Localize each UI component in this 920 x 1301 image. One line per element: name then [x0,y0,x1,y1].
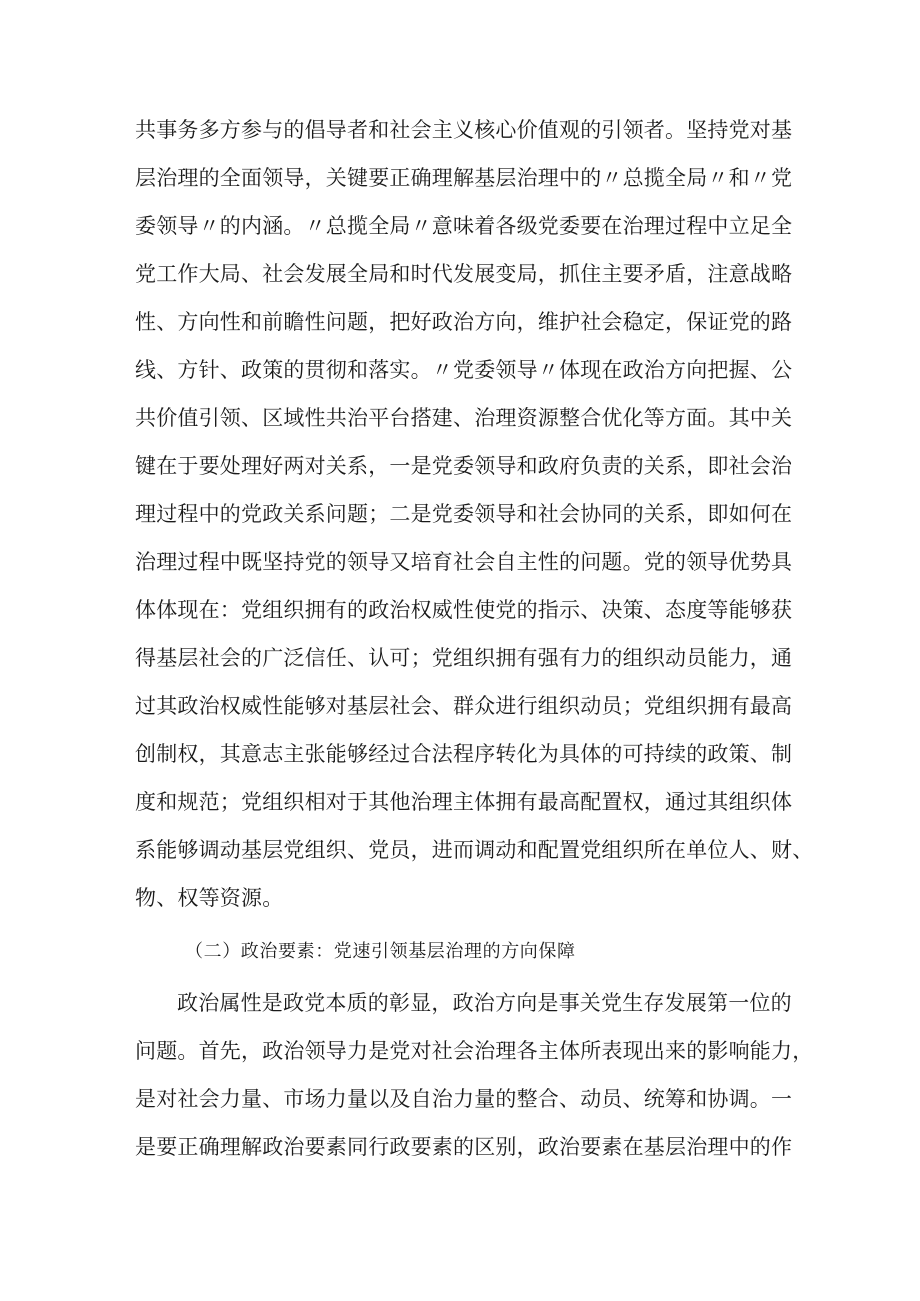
text-line: 委领导〃的内涵。〃总揽全局〃意味着各级党委要在治理过程中立足全 [135,214,793,238]
text-line: 度和规范；党组织相对于其他治理主体拥有最高配置权，通过其组织体 [135,790,793,814]
text-line: 共事务多方参与的倡导者和社会主义核心价值观的引领者。坚持党对基 [135,118,793,142]
text-line: 键在于要处理好两对关系，一是党委领导和政府负责的关系，即社会治 [135,454,793,478]
text-line: 政治属性是政党本质的彰显，政治方向是事关党生存发展第一位的 [177,991,792,1015]
text-line: 体体现在：党组织拥有的政治权威性使党的指示、决策、态度等能够获 [135,598,793,622]
text-line: 党工作大局、社会发展全局和时代发展变局，抓住主要矛盾，注意战略 [135,262,793,286]
text-line: 过其政治权威性能够对基层社会、群众进行组织动员；党组织拥有最高 [135,694,793,718]
text-line: 层治理的全面领导，关键要正确理解基层治理中的〃总揽全局〃和〃党 [135,166,793,190]
text-line: 问题。首先，政治领导力是党对社会治理各主体所表现出来的影响能力， [135,1039,814,1063]
text-line: 理过程中的党政关系问题；二是党委领导和社会协同的关系，即如何在 [135,502,793,526]
text-line: 是要正确理解政治要素同行政要素的区别，政治要素在基层治理中的作 [135,1135,793,1159]
text-line: 性、方向性和前瞻性问题，把好政治方向，维护社会稳定，保证党的路 [135,310,793,334]
text-line: 创制权，其意志主张能够经过合法程序转化为具体的可持续的政策、制 [135,742,793,766]
text-line: 得基层社会的广泛信任、认可；党组织拥有强有力的组织动员能力，通 [135,646,793,670]
text-line: 系能够调动基层党组织、党员，进而调动和配置党组织所在单位人、财、 [135,838,814,862]
section-heading: （二）政治要素：党速引领基层治理的方向保障 [185,941,576,962]
text-line: 共价值引领、区域性共治平台搭建、治理资源整合优化等方面。其中关 [135,406,793,430]
text-line: 线、方针、政策的贯彻和落实。〃党委领导〃体现在政治方向把握、公 [135,358,793,382]
text-line: 治理过程中既坚持党的领导又培育社会自主性的问题。党的领导优势具 [135,550,793,574]
text-line: 是对社会力量、市场力量以及自治力量的整合、动员、统筹和协调。一 [135,1087,793,1111]
text-line: 物、权等资源。 [135,886,284,910]
